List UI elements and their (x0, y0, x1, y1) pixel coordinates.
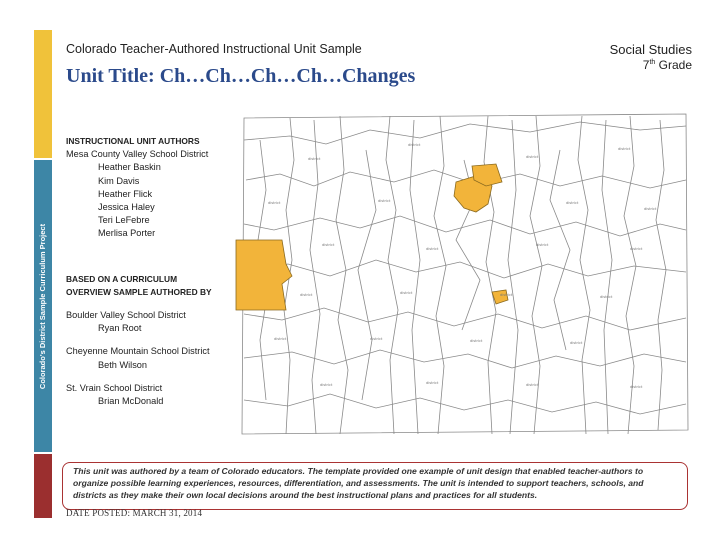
author-name: Heather Baskin (98, 162, 161, 173)
based-on-district: Boulder Valley School District (66, 310, 186, 321)
svg-text:district: district (618, 147, 631, 151)
date-posted: DATE POSTED: MARCH 31, 2014 (66, 508, 203, 518)
svg-text:district: district (308, 157, 321, 161)
svg-text:district: district (644, 207, 657, 211)
svg-text:district: district (322, 243, 335, 247)
grade-word: Grade (658, 58, 692, 72)
svg-text:district: district (600, 295, 613, 299)
svg-text:district: district (400, 291, 413, 295)
svg-text:district: district (378, 199, 391, 203)
svg-text:district: district (426, 381, 439, 385)
author-name: Heather Flick (98, 188, 153, 199)
svg-text:district: district (268, 201, 281, 205)
grade-number: 7 (642, 58, 650, 72)
page-title: Unit Title: Ch…Ch…Ch…Ch…Changes (66, 65, 416, 87)
header-subtitle: Colorado Teacher-Authored Instructional Unit Sample (66, 42, 362, 56)
based-on-district: Cheyenne Mountain School District (66, 346, 210, 357)
svg-text:district: district (370, 337, 383, 341)
sidebar-bar-yellow (34, 30, 52, 158)
based-on-heading-line2: OVERVIEW SAMPLE AUTHORED BY (66, 286, 212, 297)
svg-text:district: district (526, 383, 539, 387)
svg-text:district: district (536, 243, 549, 247)
authors-block (66, 135, 236, 408)
svg-text:district: district (630, 247, 643, 251)
svg-text:district: district (426, 247, 439, 251)
svg-text:district: district (320, 383, 333, 387)
svg-text:district: district (526, 155, 539, 159)
svg-text:district: district (566, 201, 579, 205)
based-on-author: Beth Wilson (98, 359, 148, 370)
svg-text:district: district (274, 337, 287, 341)
authors-district: Mesa County Valley School District (66, 149, 209, 160)
sidebar-bar-red (34, 454, 52, 518)
authorship-notice: This unit was authored by a team of Colorado educators. The template provided one example of unit design that enabled teacher-authors to organize possible learning experiences, resources, differentiation, and assessments. The unit is intended to support teachers, schools, and districts as they make their own local decisions around the best instructional plans and practices for all students. (62, 462, 688, 510)
author-name: Kim Davis (98, 175, 140, 186)
svg-text:district: district (500, 293, 513, 297)
based-on-heading-line1: BASED ON A CURRICULUM (66, 273, 178, 284)
based-on-district: St. Vrain School District (66, 382, 163, 393)
based-on-author: Brian McDonald (98, 396, 164, 407)
sidebar-label-text: Colorado's District Sample Curriculum Project (38, 223, 48, 389)
svg-text:district: district (408, 143, 421, 147)
colorado-school-district-map (230, 100, 692, 440)
based-on-author: Ryan Root (98, 323, 142, 334)
authors-heading: INSTRUCTIONAL UNIT AUTHORS (66, 136, 200, 146)
svg-text:district: district (300, 293, 313, 297)
author-name: Teri LeFebre (98, 215, 150, 226)
grade-suffix: th (649, 59, 656, 66)
author-name: Jessica Haley (98, 202, 155, 213)
subject-label: Social Studies (609, 42, 692, 57)
svg-text:district: district (470, 339, 483, 343)
svg-text:district: district (630, 385, 643, 389)
map-highlight-mesa (236, 240, 292, 310)
svg-text:district: district (570, 341, 583, 345)
author-name: Merlisa Porter (98, 228, 156, 239)
sidebar-label (34, 160, 52, 452)
grade-label (643, 58, 692, 72)
